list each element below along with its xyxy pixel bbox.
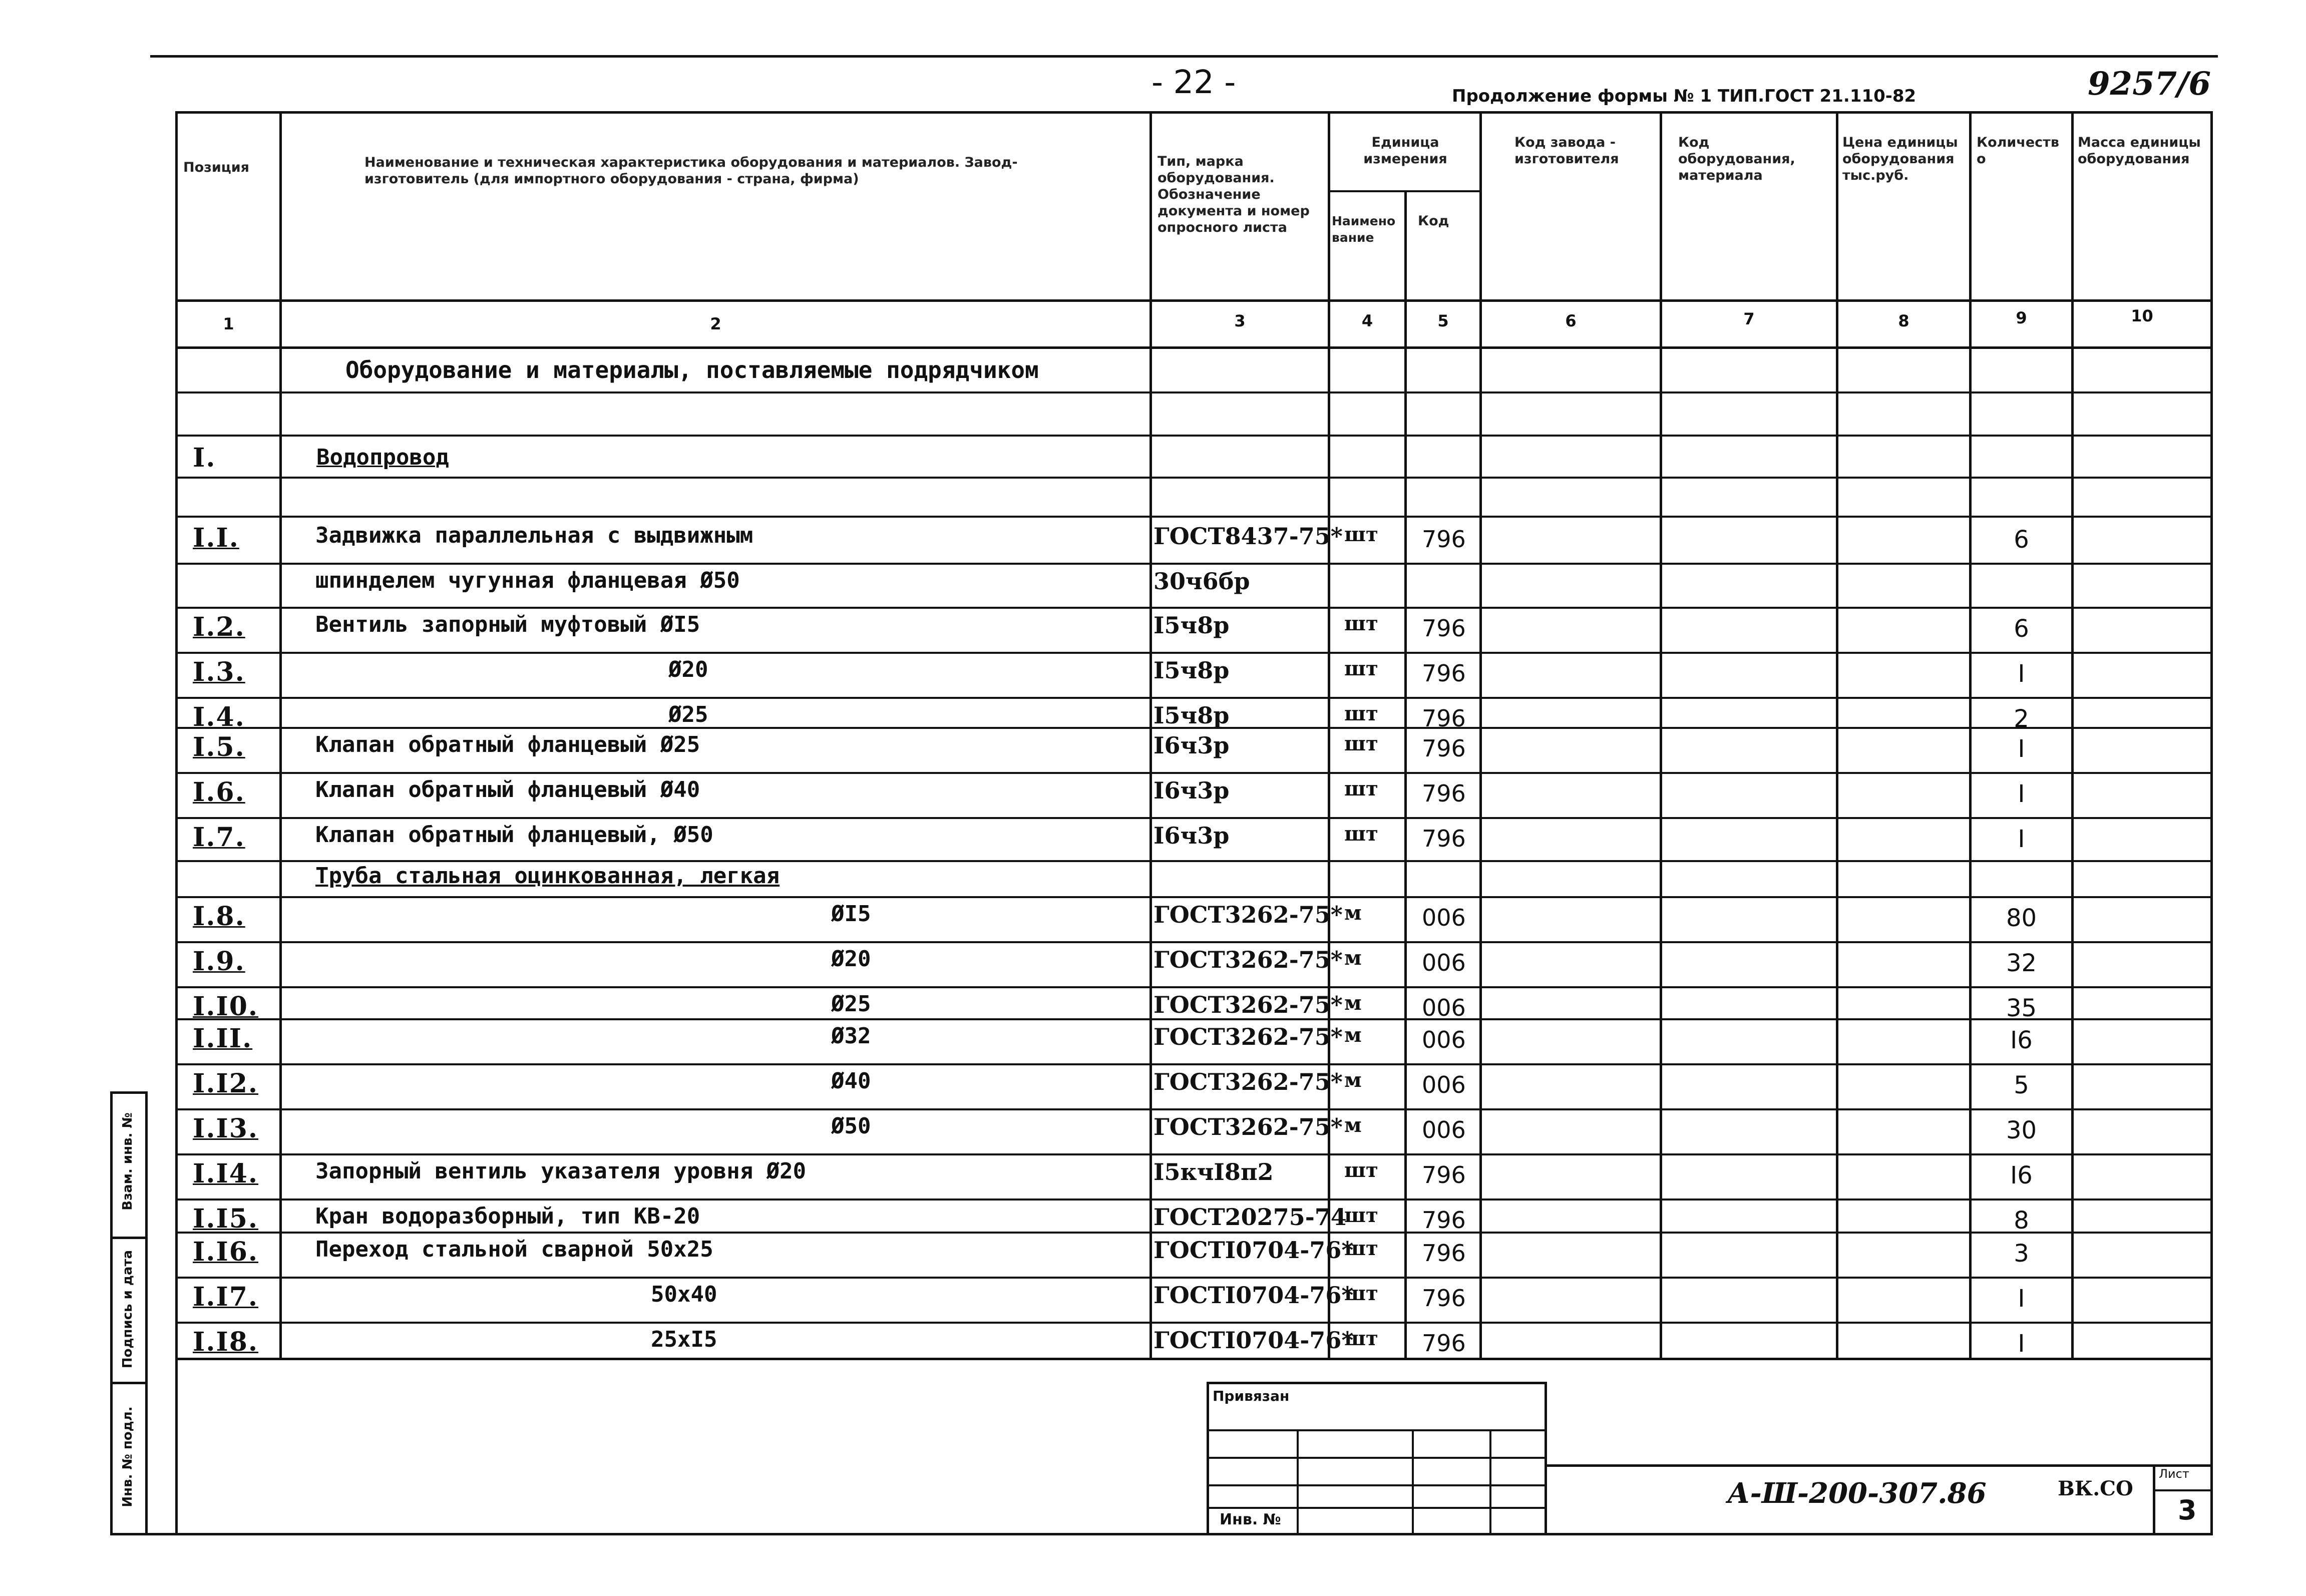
row-unit-name: шт	[1344, 1158, 1378, 1182]
row-unit-code: 006	[1422, 1026, 1466, 1053]
col-header-material-code: Код оборудования, материала	[1678, 135, 1795, 183]
row-unit-code: 006	[1422, 994, 1466, 1021]
title-block-sheet-line	[2153, 1489, 2213, 1491]
col-header-manufacturer-code: Код завода - изготовителя	[1514, 135, 1619, 167]
col-number-9: 9	[2016, 308, 2027, 327]
row-separator	[175, 941, 2213, 943]
row-item-name: Кран водоразборный, тип КВ-20	[315, 1204, 700, 1229]
row-position: I.I0.	[193, 991, 259, 1022]
col-header-unit-code: Код	[1418, 213, 1449, 229]
col-header-name: Наименование и техническая характеристика оборудования и материалов. Завод-изготовитель (для импортного оборудования - страна, фирма)	[364, 155, 1018, 187]
row-unit-code: 796	[1422, 780, 1466, 807]
row-quantity: 35	[2006, 994, 2037, 1022]
row-separator	[175, 772, 2213, 774]
row-quantity: 5	[2014, 1071, 2029, 1099]
table-top-line	[175, 111, 2213, 114]
col-number-2: 2	[710, 314, 721, 333]
binding-strip-left	[110, 1091, 113, 1534]
row-item-name: ØI5	[831, 901, 871, 927]
row-type-mark: I5ч8р	[1154, 612, 1230, 639]
row-type-mark: I6ч3р	[1154, 732, 1230, 759]
subsection-line	[175, 477, 2213, 479]
row-quantity: I6	[2010, 1026, 2033, 1054]
row-item-name: Ø32	[831, 1023, 871, 1049]
row-unit-code: 796	[1422, 660, 1466, 687]
row-type-mark: ГОСТ3262-75*	[1154, 991, 1343, 1018]
row-position: I.I8.	[193, 1327, 259, 1357]
row-unit-code: 796	[1422, 615, 1466, 642]
row-quantity: 32	[2006, 949, 2037, 977]
row-type-mark: ГОСТ8437-75*	[1154, 523, 1343, 550]
row-separator	[175, 607, 2213, 609]
row-separator	[175, 1199, 2213, 1201]
row-separator	[175, 1108, 2213, 1110]
section-title: Оборудование и материалы, поставляемые подрядчиком	[345, 356, 1039, 383]
row-item-name: Клапан обратный фланцевый Ø25	[315, 732, 700, 757]
row-position: I.6.	[193, 777, 245, 808]
row-quantity: 2	[2014, 705, 2029, 733]
row-unit-name: м	[1344, 1068, 1362, 1092]
col-number-7: 7	[1743, 309, 1755, 328]
side-label-vzam-inv: Взам. инв. №	[120, 1112, 135, 1211]
row-unit-name: шт	[1344, 1237, 1378, 1260]
row-type-mark: I5кчI8п2	[1154, 1158, 1274, 1185]
row-separator	[175, 986, 2213, 988]
row-item-name: Клапан обратный фланцевый, Ø50	[315, 822, 713, 848]
row-item-name: Запорный вентиль указателя уровня Ø20	[315, 1158, 807, 1184]
row-type-mark: ГОСТ3262-75*	[1154, 1113, 1343, 1140]
row-separator	[175, 1153, 2213, 1155]
row-type-mark: I5ч8р	[1154, 702, 1230, 729]
row-unit-name: шт	[1344, 612, 1378, 635]
col-header-unit-name: Наименование	[1332, 214, 1396, 245]
row-item-name: Переход стальной сварной 50х25	[315, 1237, 713, 1262]
form-continuation: Продолжение формы № 1 ТИП.ГОСТ 21.110-82	[1452, 86, 1916, 106]
row-separator	[175, 817, 2213, 819]
col-line-9	[2071, 111, 2074, 1360]
row-item-name: Ø20	[668, 657, 708, 682]
row-quantity: I	[2018, 660, 2025, 688]
row-item-name: Клапан обратный фланцевый Ø40	[315, 777, 700, 803]
row-unit-code: 796	[1422, 825, 1466, 852]
row-type-mark: ГОСТI0704-76*	[1154, 1327, 1354, 1354]
drawing-suffix: ВК.СО	[2058, 1477, 2133, 1500]
row-type-mark: I5ч8р	[1154, 657, 1230, 684]
row-unit-name: шт	[1344, 1282, 1378, 1305]
row-position: I.I2.	[193, 1068, 259, 1099]
col-header-quantity: Количество	[1977, 135, 2059, 167]
row-unit-name: м	[1344, 991, 1362, 1015]
stamp-inv-no: Инв. №	[1220, 1511, 1281, 1528]
row-unit-name: шт	[1344, 657, 1378, 680]
col-number-4: 4	[1361, 311, 1373, 330]
binding-strip-mid	[145, 1091, 148, 1534]
row-item-name: Вентиль запорный муфтовый ØI5	[315, 612, 700, 637]
row-item-name: Труба стальная оцинкованная, легкая	[315, 863, 780, 889]
row-quantity: 80	[2006, 904, 2037, 932]
row-quantity: I	[2018, 1285, 2025, 1313]
row-unit-name: шт	[1344, 777, 1378, 801]
row-unit-name: м	[1344, 946, 1362, 970]
col-line-3	[1328, 111, 1330, 1360]
row-position: I.2.	[193, 612, 245, 642]
row-quantity: 6	[2014, 615, 2029, 643]
row-unit-code: 796	[1422, 1240, 1466, 1267]
stamp-row-4	[1207, 1507, 1547, 1509]
stamp-row-2	[1207, 1457, 1547, 1459]
row-item-name: 25хI5	[651, 1327, 717, 1352]
row-separator	[175, 1018, 2213, 1020]
row-position: I.II.	[193, 1023, 253, 1054]
row-unit-code: 796	[1422, 735, 1466, 762]
col-header-price: Цена единицы оборудования тыс.руб.	[1842, 135, 1958, 183]
row-unit-code: 796	[1422, 705, 1466, 732]
stamp-row-1	[1207, 1429, 1547, 1431]
side-label-inv-podl: Инв. № подл.	[120, 1406, 135, 1507]
row-unit-name: шт	[1344, 1204, 1378, 1227]
row-item-name: Ø40	[831, 1068, 871, 1094]
row-unit-name: шт	[1344, 1327, 1378, 1350]
section-line	[175, 391, 2213, 393]
subsection-title: Водопровод	[316, 445, 449, 470]
row-type-mark: ГОСТ3262-75*	[1154, 1023, 1343, 1050]
row-quantity: 6	[2014, 526, 2029, 554]
stamp-top-line	[1207, 1382, 1547, 1384]
row-unit-name: м	[1344, 901, 1362, 925]
row-type-mark: ГОСТI0704-76*	[1154, 1282, 1354, 1309]
col-number-5: 5	[1437, 311, 1449, 330]
row-separator	[175, 1277, 2213, 1279]
row-position: I.I4.	[193, 1158, 259, 1189]
row-quantity: I	[2018, 735, 2025, 763]
row-type-mark: ГОСТ3262-75*	[1154, 901, 1343, 928]
col-number-1: 1	[223, 314, 234, 333]
header-bottom-line	[175, 299, 2213, 302]
stamp-col-2	[1412, 1429, 1414, 1534]
row-separator	[175, 1063, 2213, 1065]
row-unit-name: м	[1344, 1113, 1362, 1137]
section-line-2	[175, 435, 2213, 437]
stamp-privyazan: Привязан	[1213, 1388, 1290, 1404]
row-separator	[175, 697, 2213, 699]
row-unit-code: 006	[1422, 1116, 1466, 1143]
col-line-7	[1836, 111, 1838, 1360]
row-type-mark: I6ч3р	[1154, 777, 1230, 804]
row-item-name: Ø20	[831, 946, 871, 972]
row-item-name: Ø25	[668, 702, 708, 727]
stamp-row-3	[1207, 1484, 1547, 1486]
row-type-mark: I6ч3р	[1154, 822, 1230, 849]
col-number-8: 8	[1898, 311, 1909, 330]
page-number: - 22 -	[1151, 64, 1236, 101]
drawing-code: А-Ш-200-307.86	[1727, 1477, 1987, 1510]
row-item-name: Ø25	[831, 991, 871, 1017]
row-type-mark: 30ч6бр	[1154, 568, 1250, 595]
sheet-number: 3	[2178, 1494, 2197, 1526]
col-number-10: 10	[2131, 306, 2153, 325]
row-type-mark: ГОСТ3262-75*	[1154, 1068, 1343, 1095]
row-position: I.4.	[193, 702, 245, 732]
row-unit-code: 796	[1422, 1330, 1466, 1357]
col-header-type: Тип, марка оборудования. Обозначение документа и номер опросного листа	[1158, 154, 1310, 235]
row-position: I.9.	[193, 946, 245, 977]
row-position: I.3.	[193, 657, 245, 687]
row-quantity: 30	[2006, 1116, 2037, 1144]
row-unit-code: 796	[1422, 1285, 1466, 1312]
binding-strip-top	[110, 1091, 148, 1094]
row-unit-code: 796	[1422, 526, 1466, 553]
col-line-4	[1404, 191, 1407, 1360]
row-position: I.I5.	[193, 1204, 259, 1234]
col-line-6	[1660, 111, 1662, 1360]
row-separator	[175, 1322, 2213, 1324]
col-header-unit-group: Единица измерения	[1363, 135, 1447, 167]
row-unit-code: 796	[1422, 1207, 1466, 1234]
binding-strip-div1	[110, 1237, 148, 1239]
col-line-1	[279, 111, 282, 1360]
row-position: I.I.	[193, 523, 239, 553]
row-position: I.5.	[193, 732, 245, 762]
title-block-top	[1545, 1464, 2213, 1467]
col-header-position: Позиция	[183, 160, 250, 175]
row-position: I.8.	[193, 901, 245, 932]
row-unit-code: 006	[1422, 949, 1466, 976]
row-type-mark: ГОСТI0704-76*	[1154, 1237, 1354, 1264]
doc-code: 9257/6	[2088, 65, 2211, 103]
row-unit-code: 006	[1422, 904, 1466, 931]
row-quantity: 3	[2014, 1240, 2029, 1268]
row-separator	[175, 1232, 2213, 1234]
sheet-label: Лист	[2159, 1467, 2189, 1481]
stamp-col-1	[1297, 1429, 1299, 1534]
side-label-podpis-data: Подпись и дата	[120, 1250, 135, 1369]
table-bottom-line	[175, 1358, 2213, 1360]
row-separator	[175, 860, 2213, 862]
frame-bottom-line	[110, 1533, 2213, 1535]
subsection-line-2	[175, 516, 2213, 518]
row-unit-name: шт	[1344, 523, 1378, 546]
column-numbers-bottom-line	[175, 346, 2213, 349]
col-number-6: 6	[1565, 311, 1577, 330]
row-unit-code: 796	[1422, 1161, 1466, 1188]
subsection-position: I.	[193, 443, 216, 473]
row-unit-name: шт	[1344, 702, 1378, 725]
row-type-mark: ГОСТ20275-74	[1154, 1204, 1347, 1231]
row-position: I.I7.	[193, 1282, 259, 1312]
row-quantity: 8	[2014, 1207, 2029, 1235]
page-top-border	[150, 55, 2218, 58]
row-item-name: 50х40	[651, 1282, 717, 1307]
row-quantity: I	[2018, 825, 2025, 853]
col-number-3: 3	[1234, 311, 1246, 330]
binding-strip-div2	[110, 1382, 148, 1384]
row-unit-name: шт	[1344, 732, 1378, 755]
row-quantity: I	[2018, 780, 2025, 808]
row-position: I.I6.	[193, 1237, 259, 1267]
row-unit-name: м	[1344, 1023, 1362, 1047]
col-line-5	[1479, 111, 1482, 1360]
row-item-name: Задвижка параллельная с выдвижным	[315, 523, 753, 548]
col-line-8	[1969, 111, 1972, 1360]
row-position: I.I3.	[193, 1113, 259, 1144]
row-separator	[175, 896, 2213, 898]
title-block-sheet-divider	[2153, 1464, 2155, 1534]
row-unit-name: шт	[1344, 822, 1378, 846]
stamp-col-3	[1489, 1429, 1491, 1534]
row-separator	[175, 652, 2213, 654]
row-type-mark: ГОСТ3262-75*	[1154, 946, 1343, 973]
row-separator	[175, 563, 2213, 565]
row-quantity: I6	[2010, 1161, 2033, 1189]
row-position: I.7.	[193, 822, 245, 853]
row-unit-code: 006	[1422, 1071, 1466, 1098]
row-quantity: I	[2018, 1330, 2025, 1358]
col-line-2	[1149, 111, 1152, 1360]
row-item-name: шпинделем чугунная фланцевая Ø50	[315, 568, 740, 593]
row-item-name: Ø50	[831, 1113, 871, 1139]
col-header-mass: Масса единицы оборудования	[2078, 135, 2201, 167]
